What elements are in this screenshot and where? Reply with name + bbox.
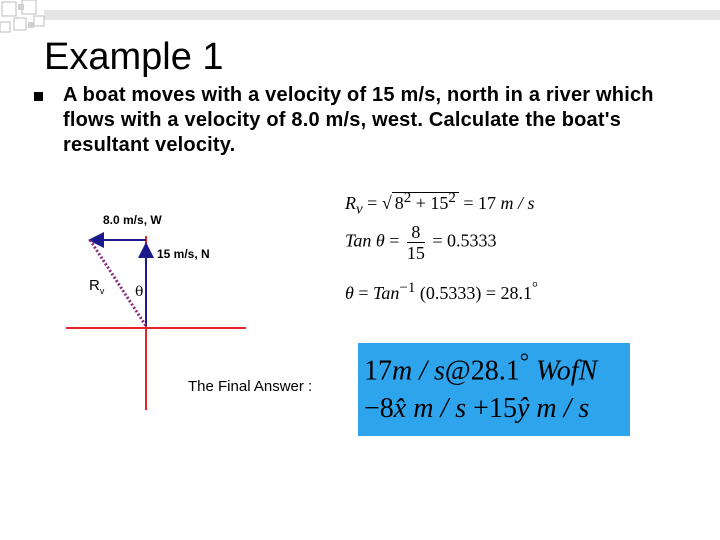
- resultant-label: $R_v$: [89, 277, 105, 296]
- angle-label: θ: [135, 284, 144, 300]
- slide-title: Example 1: [44, 36, 224, 78]
- tangent-equation: Tan θ = $\frac{8}{15}$ = 0.5333: [345, 222, 497, 263]
- angle-equation: θ = Tan$^{-1}$ (0.5333) = 28.1°: [345, 280, 538, 303]
- answer-polar-form: 17m / s@28.1° WofN: [364, 349, 598, 387]
- north-velocity-label: 15 m/s, N: [157, 247, 210, 261]
- resultant-magnitude-equation: $R_v$ = √ $8^2 + 15^2 = 17$ m / s: [345, 190, 535, 218]
- problem-statement: A boat moves with a velocity of 15 m/s, north in a river which flows with a velocity of 8.0 m/s, west. Calculate the boat's resultant velocity.: [63, 84, 654, 156]
- final-answer-label: The Final Answer :: [188, 378, 313, 395]
- tangent-fraction: $\frac{8}{15}$: [406, 222, 425, 263]
- final-answer-box: [358, 343, 630, 436]
- answer-component-form: −8x̂ m / s +15ŷ m / s: [364, 393, 590, 424]
- west-velocity-label: 8.0 m/s, W: [103, 213, 162, 227]
